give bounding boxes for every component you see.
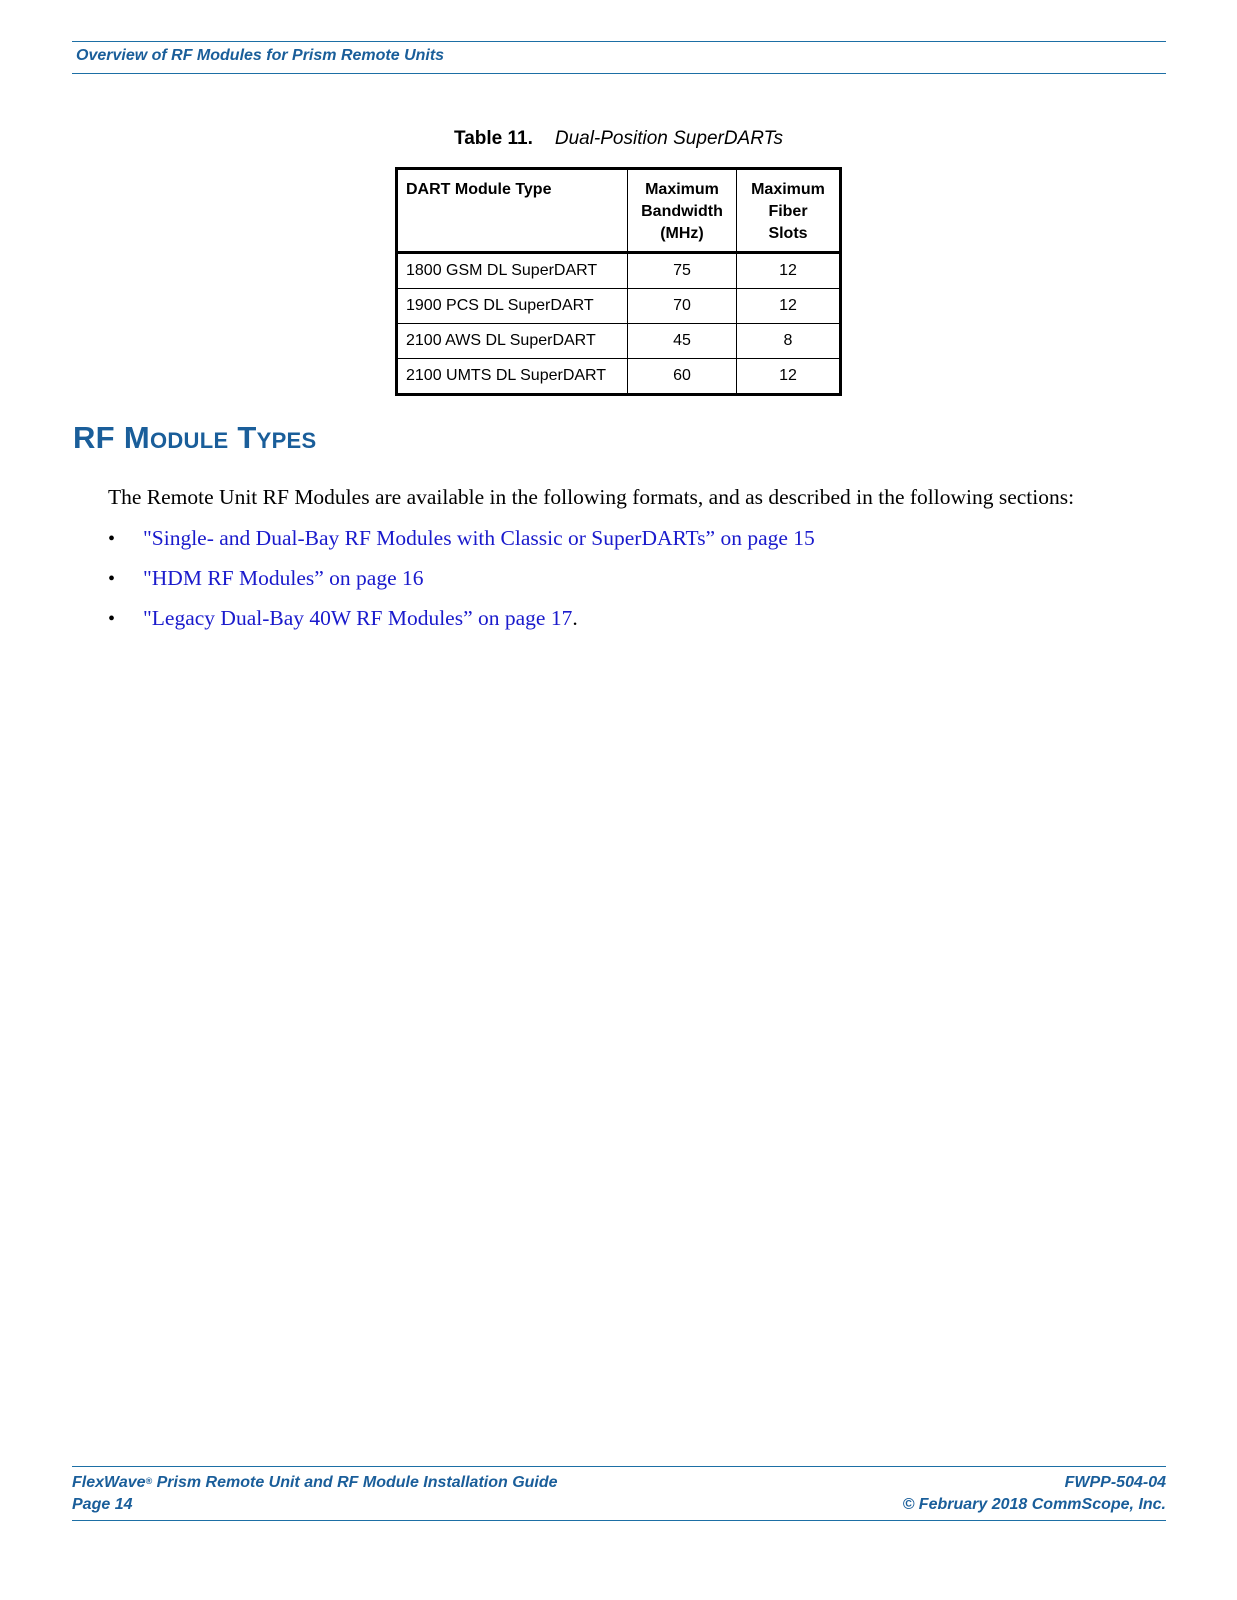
cell-module-type: 1900 PCS DL SuperDART xyxy=(397,289,628,324)
link-single-dual-bay-rf-modules[interactable]: "Single- and Dual-Bay RF Modules with Classic or SuperDARTs” on page 15 xyxy=(143,526,815,550)
cell-fiber-slots: 8 xyxy=(737,324,841,359)
cell-bandwidth: 70 xyxy=(628,289,737,324)
link-legacy-dual-bay-rf-modules[interactable]: "Legacy Dual-Bay 40W RF Modules” on page 17 xyxy=(143,606,573,630)
footer-doc-number: FWPP-504-04 xyxy=(1064,1474,1166,1491)
cross-reference-list xyxy=(108,524,815,644)
cell-bandwidth: 75 xyxy=(628,253,737,289)
cell-fiber-slots: 12 xyxy=(737,253,841,289)
header-top-rule xyxy=(72,41,1166,42)
dart-table xyxy=(395,167,842,396)
cell-fiber-slots: 12 xyxy=(737,359,841,395)
table-row xyxy=(397,253,841,289)
intro-paragraph: The Remote Unit RF Modules are available in the following formats, and as described in the following sections: xyxy=(108,485,1075,509)
list-item xyxy=(108,604,815,644)
bullet-icon: • xyxy=(108,568,116,590)
cell-fiber-slots: 12 xyxy=(737,289,841,324)
table-row xyxy=(397,289,841,324)
column-header-fiber-slots: Maximum Fiber Slots xyxy=(737,169,841,253)
table-caption-title: Dual-Position SuperDARTs xyxy=(554,128,783,149)
registered-mark: ® xyxy=(145,1476,153,1486)
bullet-icon: • xyxy=(108,608,116,630)
table-header-row xyxy=(397,169,841,253)
list-item xyxy=(108,564,815,604)
link-trailing-period: . xyxy=(572,606,578,630)
footer-page-number: Page 14 xyxy=(72,1496,133,1513)
column-header-bandwidth: Maximum Bandwidth (MHz) xyxy=(628,169,737,253)
section-heading: RF Module Types xyxy=(73,420,317,455)
cell-module-type: 2100 UMTS DL SuperDART xyxy=(397,359,628,395)
bullet-icon: • xyxy=(108,528,116,550)
table-caption-number: Table 11. xyxy=(454,128,533,149)
cell-bandwidth: 60 xyxy=(628,359,737,395)
running-header: Overview of RF Modules for Prism Remote Units xyxy=(76,47,445,64)
list-item xyxy=(108,524,815,564)
cell-bandwidth: 45 xyxy=(628,324,737,359)
link-hdm-rf-modules[interactable]: "HDM RF Modules” on page 16 xyxy=(143,566,424,590)
column-header-module-type: DART Module Type xyxy=(397,169,628,253)
cell-module-type: 1800 GSM DL SuperDART xyxy=(397,253,628,289)
table-row xyxy=(397,324,841,359)
table-row xyxy=(397,359,841,395)
footer-right xyxy=(903,1472,1166,1516)
footer-copyright: © February 2018 CommScope, Inc. xyxy=(902,1496,1166,1513)
cell-module-type: 2100 AWS DL SuperDART xyxy=(397,324,628,359)
header-bottom-rule xyxy=(72,73,1166,74)
footer-bottom-rule xyxy=(72,1520,1166,1521)
footer-guide-title: FlexWave® Prism Remote Unit and RF Module Installation Guide xyxy=(72,1474,558,1491)
table-caption xyxy=(0,128,1237,150)
footer-left xyxy=(72,1472,558,1516)
footer-top-rule xyxy=(72,1466,1166,1467)
